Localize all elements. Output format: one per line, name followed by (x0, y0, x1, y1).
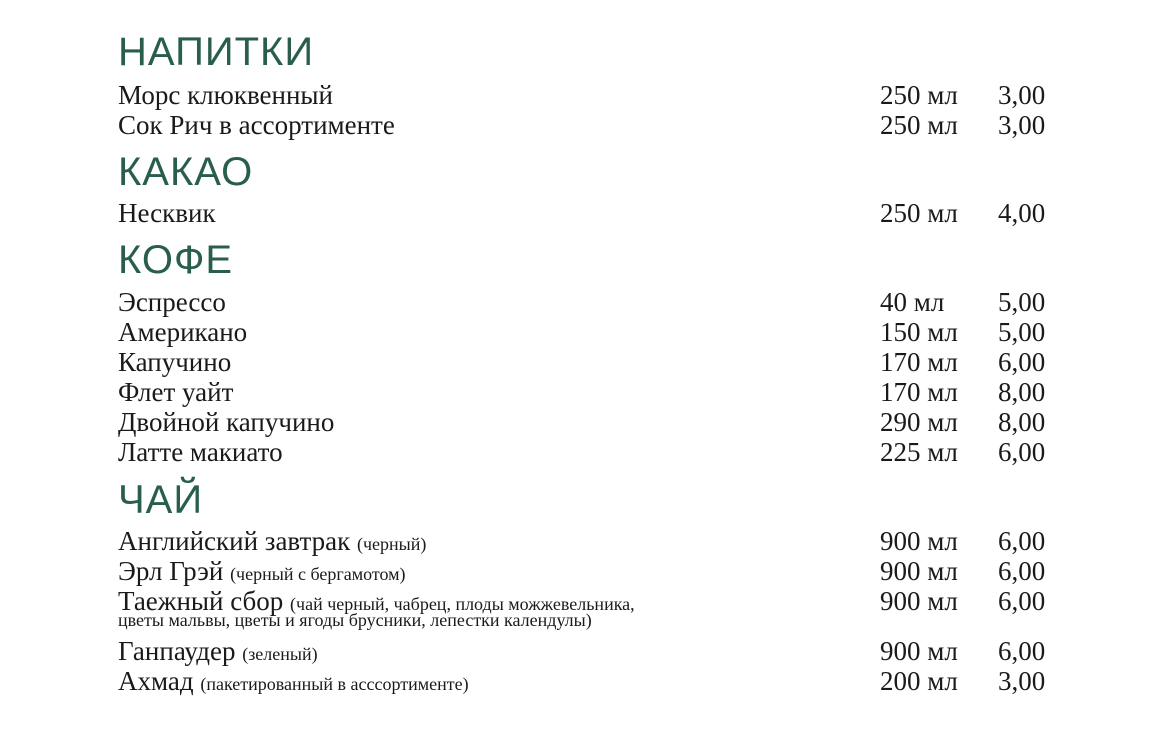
item-note: (пакетированный в асссортименте) (200, 674, 469, 694)
item-volume: 250 мл (880, 198, 958, 228)
item-price: 6,00 (998, 347, 1046, 377)
item-note: (черный) (356, 534, 427, 554)
menu-item (118, 80, 1058, 110)
item-note: (чай черный, чабрец, плоды можжевельника, (290, 594, 635, 614)
item-volume: 250 мл (880, 110, 958, 140)
item-name: Сок Рич в ассортименте (118, 110, 395, 140)
item-name: Американо (118, 317, 248, 347)
item-price: 6,00 (998, 526, 1046, 556)
item-name-text: Эрл Грэй (118, 556, 224, 586)
item-price: 3,00 (998, 110, 1046, 140)
item-volume: 900 мл (880, 586, 958, 616)
menu-item (118, 347, 1058, 377)
menu-item (118, 556, 1058, 586)
item-name-text: Таежный сбор (118, 586, 284, 616)
item-price: 3,00 (998, 666, 1046, 696)
item-note-continued: цветы мальвы, цветы и ягоды брусники, лепестки календулы) (118, 610, 592, 630)
item-price: 8,00 (998, 407, 1046, 437)
item-name: Двойной капучино (118, 407, 335, 437)
menu-item (118, 287, 1058, 317)
section-title-coffee: КОФЕ (118, 238, 234, 282)
menu (118, 0, 1118, 730)
menu-item (118, 526, 1058, 556)
item-name (118, 666, 469, 699)
menu-item (118, 407, 1058, 437)
item-price: 6,00 (998, 437, 1046, 467)
item-volume: 250 мл (880, 80, 958, 110)
menu-item (118, 110, 1058, 140)
item-price: 5,00 (998, 287, 1046, 317)
item-name-text: Английский завтрак (118, 526, 351, 556)
section-title-cocoa: КАКАО (118, 150, 254, 194)
item-name: Латте макиато (118, 437, 283, 467)
item-name (118, 526, 426, 559)
menu-item (118, 317, 1058, 347)
item-name-text: Ахмад (118, 666, 194, 696)
item-price: 6,00 (998, 636, 1046, 666)
menu-item (118, 377, 1058, 407)
item-volume: 170 мл (880, 377, 958, 407)
item-price: 6,00 (998, 556, 1046, 586)
item-volume: 40 мл (880, 287, 945, 317)
item-volume: 200 мл (880, 666, 958, 696)
item-volume: 900 мл (880, 556, 958, 586)
item-volume: 290 мл (880, 407, 958, 437)
item-name: Морс клюквенный (118, 80, 334, 110)
menu-item (118, 666, 1058, 696)
item-volume: 900 мл (880, 526, 958, 556)
item-name-text: Ганпаудер (118, 636, 236, 666)
item-name: Несквик (118, 198, 216, 228)
item-volume: 170 мл (880, 347, 958, 377)
menu-item (118, 636, 1058, 666)
item-name (118, 636, 318, 669)
item-volume: 900 мл (880, 636, 958, 666)
item-name: Капучино (118, 347, 232, 377)
item-name: Флет уайт (118, 377, 234, 407)
item-price: 6,00 (998, 586, 1046, 616)
item-price: 8,00 (998, 377, 1046, 407)
item-price: 5,00 (998, 317, 1046, 347)
item-note: (черный с бергамотом) (230, 564, 406, 584)
item-name (118, 556, 406, 589)
item-price: 4,00 (998, 198, 1046, 228)
menu-item (118, 437, 1058, 467)
item-name: Эспрессо (118, 287, 226, 317)
item-price: 3,00 (998, 80, 1046, 110)
menu-item (118, 198, 1058, 228)
section-title-drinks: НАПИТКИ (118, 30, 315, 74)
section-title-tea: ЧАЙ (118, 478, 204, 522)
item-note: (зеленый) (242, 644, 318, 664)
item-volume: 225 мл (880, 437, 958, 467)
menu-item (118, 586, 1058, 636)
item-volume: 150 мл (880, 317, 958, 347)
